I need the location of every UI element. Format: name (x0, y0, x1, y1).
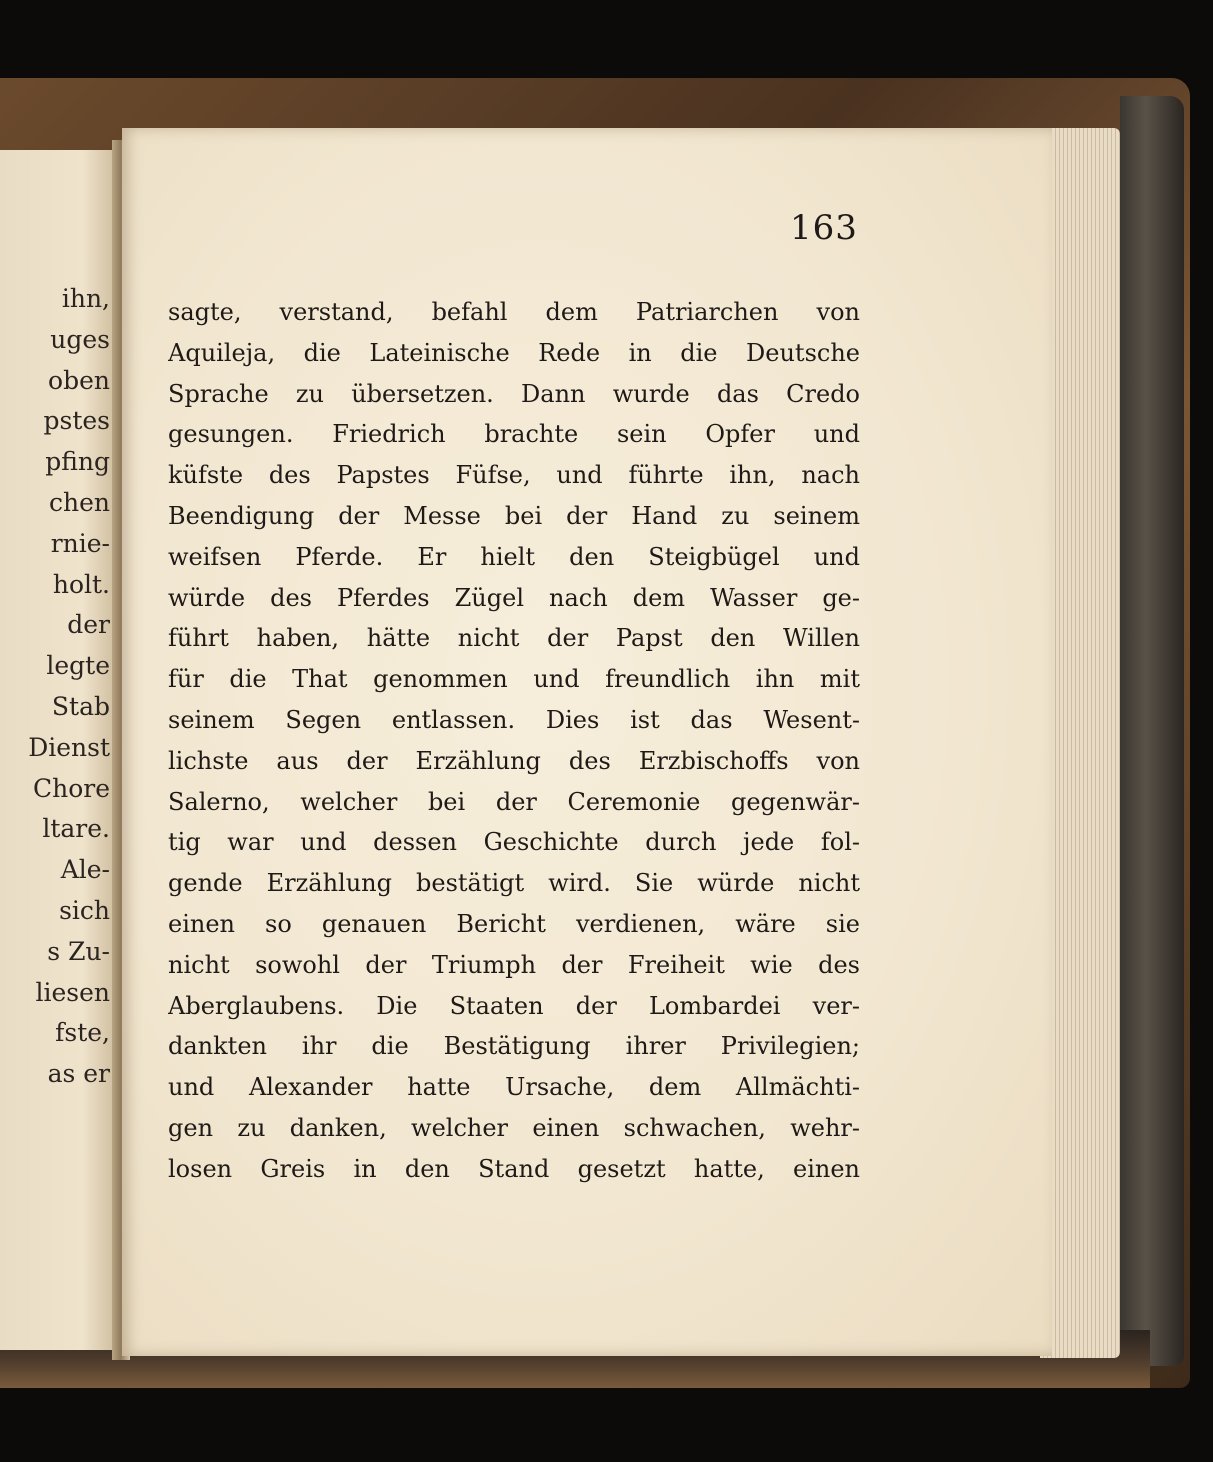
text-line: tig war und dessen Geschichte durch jede fol- (168, 828, 860, 857)
left-page-line: ltare. (42, 814, 110, 844)
text-line: und Alexander hatte Ursache, dem Allmächti- (168, 1073, 860, 1102)
left-page-line: legte (46, 651, 110, 681)
text-line: küfste des Papstes Füfse, und führte ihn, nach (168, 461, 860, 490)
left-page-line: Dienst (28, 732, 110, 762)
left-page-line: Ale- (60, 855, 110, 885)
text-line: seinem Segen entlassen. Dies ist das Wesent- (168, 705, 860, 734)
text-line: würde des Pferdes Zügel nach dem Wasser ge- (168, 583, 860, 612)
text-line: nicht sowohl der Triumph der Freiheit wie des (168, 950, 860, 979)
text-line: losen Greis in den Stand gesetzt hatte, einen (168, 1154, 860, 1183)
left-page-line: as er (47, 1059, 110, 1089)
left-page-line: holt. (52, 569, 110, 599)
page-number: 163 (790, 208, 858, 248)
left-page-line: chen (49, 488, 110, 517)
text-line: gende Erzählung bestätigt wird. Sie würde nicht (168, 869, 860, 898)
left-page-line: fste, (55, 1018, 110, 1048)
left-page-line: ihn, (61, 284, 110, 313)
text-line: Salerno, welcher bei der Ceremonie gegenwär- (168, 787, 860, 816)
left-page-line: Stab (51, 692, 110, 721)
text-line: Aberglaubens. Die Staaten der Lombardei ver- (168, 991, 860, 1020)
text-line: lichste aus der Erzählung des Erzbischoffs von (168, 746, 860, 775)
left-page-line: Chore (32, 773, 110, 803)
left-page-line: der (67, 610, 110, 640)
text-line: Sprache zu übersetzen. Dann wurde das Credo (168, 379, 860, 408)
left-page-line: rnie- (50, 528, 110, 558)
left-page-line: s Zu- (47, 936, 110, 966)
text-line: für die That genommen und freundlich ihn mit (168, 665, 860, 694)
left-page (0, 150, 118, 1350)
text-line: gesungen. Friedrich brachte sein Opfer und (168, 420, 860, 449)
text-line: führt haben, hätte nicht der Papst den Willen (168, 624, 860, 653)
text-line: sagte, verstand, befahl dem Patriarchen von (168, 298, 860, 326)
text-line: einen so genauen Bericht verdienen, wäre sie (168, 909, 860, 938)
text-line: Beendigung der Messe bei der Hand zu seinem (168, 501, 860, 530)
left-page-line: pfing (45, 447, 110, 477)
cover-edge (1120, 96, 1184, 1366)
text-line: dankten ihr die Bestätigung ihrer Privilegien; (168, 1032, 860, 1061)
left-page-line: sich (59, 896, 110, 925)
text-line: Aquileja, die Lateinische Rede in die Deutsche (168, 338, 860, 367)
text-line: weifsen Pferde. Er hielt den Steigbügel und (168, 542, 860, 571)
left-page-line: uges (50, 324, 110, 354)
body-text (168, 292, 860, 1190)
page-stack-edges (1040, 128, 1120, 1358)
left-page-line: pstes (43, 406, 110, 436)
text-line: gen zu danken, welcher einen schwachen, wehr- (168, 1113, 860, 1142)
left-page-line: liesen (35, 977, 110, 1007)
left-page-line: oben (48, 365, 110, 395)
